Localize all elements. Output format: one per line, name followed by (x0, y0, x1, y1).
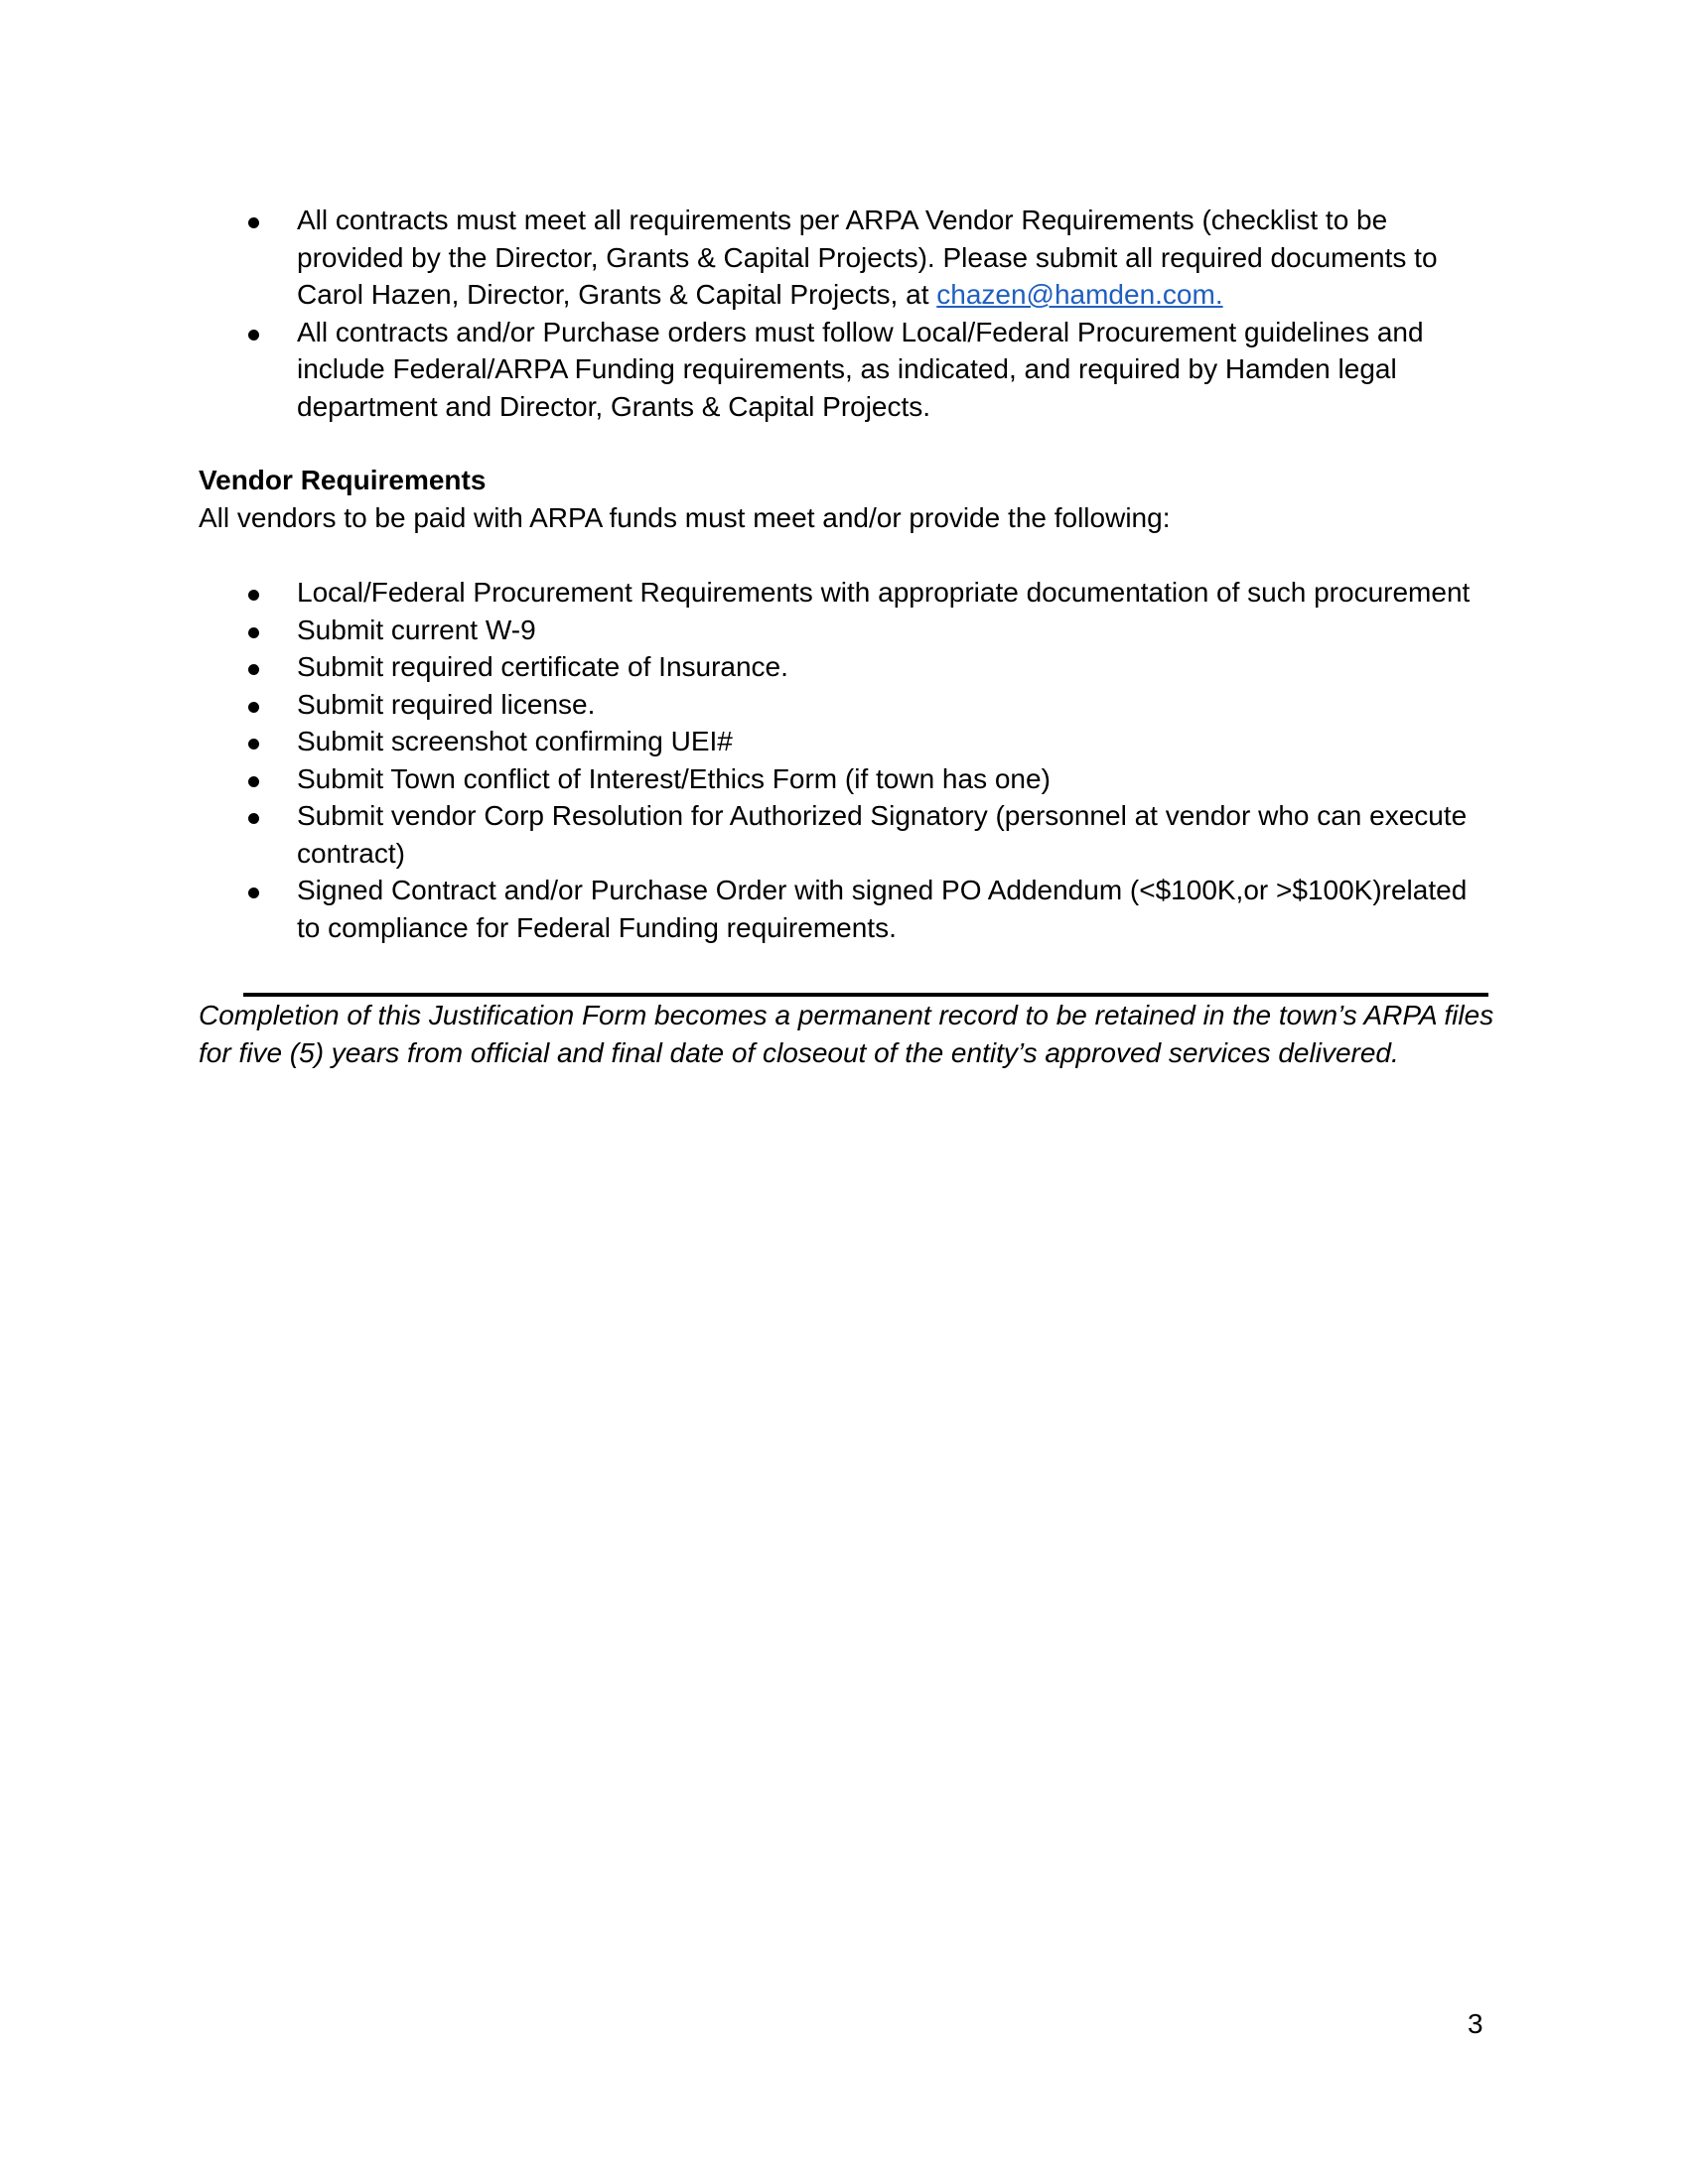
list-item-text: All contracts must meet all requirements per ARPA Vendor Requirements (checklist to be provided by the Director, Grants & Capital Projects). Please submit all required documents to Carol Hazen, Director, Grants & Capital Projects, at (297, 205, 1438, 310)
list-item (0, 797, 1488, 872)
list-item-text: Local/Federal Procurement Requirements with appropriate documentation of such procurement (297, 577, 1471, 608)
list-item (0, 612, 1488, 649)
list-item-text: Submit required certificate of Insurance. (297, 651, 788, 682)
list-item (0, 574, 1488, 612)
bullet-icon (248, 590, 259, 601)
list-item-text: All contracts and/or Purchase orders must follow Local/Federal Procurement guidelines and include Federal/ARPA Funding requirements, as indicated, and required by Hamden legal department and Director, Grants & Capital Projects. (297, 316, 1424, 422)
page-number: 3 (1468, 2008, 1483, 2039)
list-item-text: Submit current W-9 (297, 614, 536, 645)
bullet-icon (248, 217, 259, 228)
list-item-text: Submit Town conflict of Interest/Ethics Form (if town has one) (297, 762, 1051, 794)
vendor-requirements-list (0, 574, 1688, 946)
section-heading: Vendor Requirements (199, 465, 487, 495)
list-item (0, 202, 1469, 314)
list-item-text: Signed Contract and/or Purchase Order with signed PO Addendum (<$100K,or >$100K)related to compliance for Federal Funding requirements. (297, 875, 1468, 943)
list-item-text: Submit required license. (297, 688, 596, 720)
bullet-icon (248, 330, 259, 341)
list-item (0, 872, 1488, 946)
bullet-icon (248, 664, 259, 675)
bullet-icon (248, 813, 259, 824)
list-item-text: Submit screenshot confirming UEI# (297, 726, 733, 756)
section-intro: All vendors to be paid with ARPA funds must meet and/or provide the following: (199, 502, 1171, 533)
list-item (0, 760, 1488, 798)
retention-footnote: Completion of this Justification Form becomes a permanent record to be retained in the town’s ARPA files for five (5) years from official and final date of closeout of the entity’s approved services delivered. (199, 1000, 1494, 1068)
bullet-icon (248, 739, 259, 750)
list-item (0, 723, 1488, 760)
contract-requirements-list (0, 202, 1688, 425)
bullet-icon (248, 776, 259, 787)
email-link[interactable]: chazen@hamden.com. (936, 279, 1223, 310)
bullet-icon (248, 627, 259, 638)
bullet-icon (248, 702, 259, 713)
list-item (0, 648, 1488, 686)
list-item (0, 686, 1488, 724)
bullet-icon (248, 887, 259, 898)
list-item-text: Submit vendor Corp Resolution for Authorized Signatory (personnel at vendor who can execute contract) (297, 800, 1468, 869)
list-item (0, 314, 1469, 426)
